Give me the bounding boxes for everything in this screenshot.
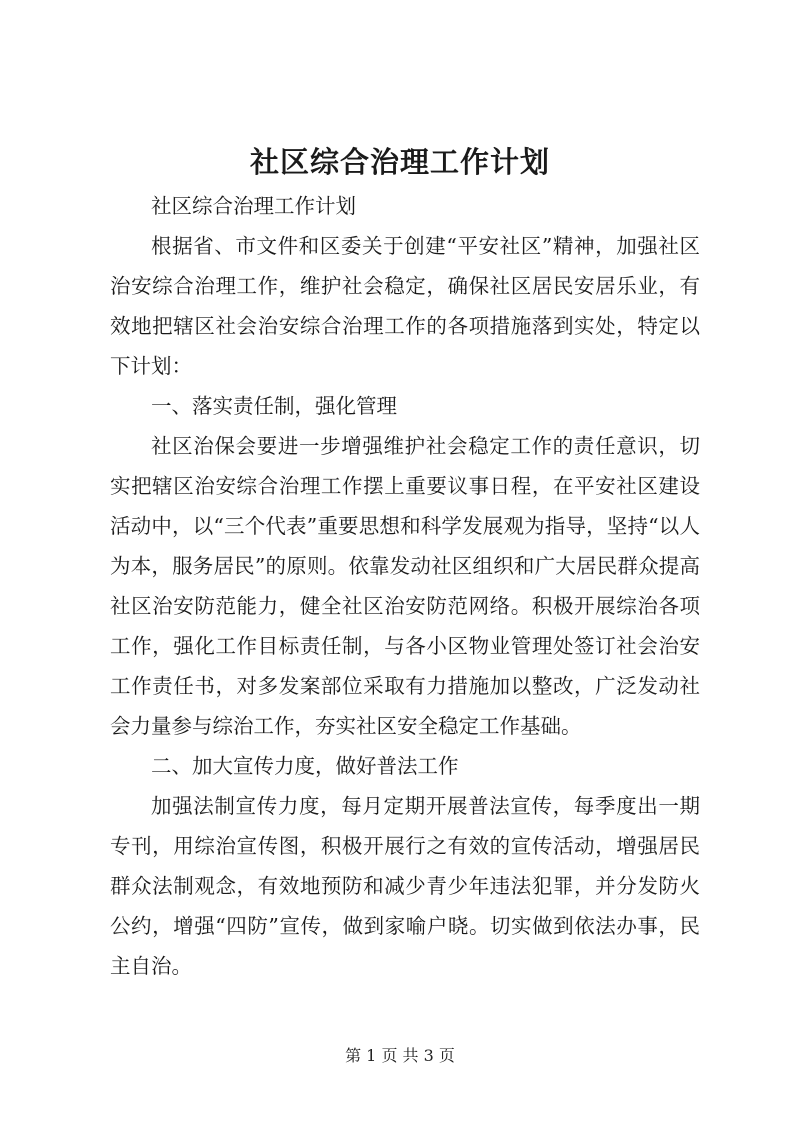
section-heading-2: 二、加大宣传力度，做好普法工作 xyxy=(151,754,459,778)
paragraph-section-2: 加强法制宣传力度，每月定期开展普法宣传，每季度出一期专刊，用综治宣传图，积极开展行之有效的宣传活动，增强居民群众法制观念，有效地预防和减少青少年违法犯罪，并分发防火公约，增强“四防”宣传，做到家喻户晓。切实做到依法办事，民主自治。 xyxy=(110,794,700,978)
document-body xyxy=(110,186,700,986)
page-number: 第 1 页 共 3 页 xyxy=(345,1046,455,1065)
section-heading-1: 一、落实责任制，强化管理 xyxy=(151,394,397,418)
paragraph-section-1: 社区治保会要进一步增强维护社会稳定工作的责任意识，切实把辖区治安综合治理工作摆上重要议事日程，在平安社区建设活动中，以“三个代表”重要思想和科学发展观为指导，坚持“以人为本，服务居民”的原则。依靠发动社区组织和广大居民群众提高社区治安防范能力，健全社区治安防范网络。积极开展综治各项工作，强化工作目标责任制，与各小区物业管理处签订社会治安工作责任书，对多发案部位采取有力措施加以整改，广泛发动社会力量参与综治工作，夯实社区安全稳定工作基础。 xyxy=(110,434,700,738)
paragraph-intro: 根据省、市文件和区委关于创建“平安社区”精神，加强社区治安综合治理工作，维护社会稳定，确保社区居民安居乐业，有效地把辖区社会治安综合治理工作的各项措施落到实处，特定以下计划： xyxy=(110,234,700,378)
paragraph-subtitle: 社区综合治理工作计划 xyxy=(151,194,356,218)
document-title: 社区综合治理工作计划 xyxy=(249,145,550,179)
